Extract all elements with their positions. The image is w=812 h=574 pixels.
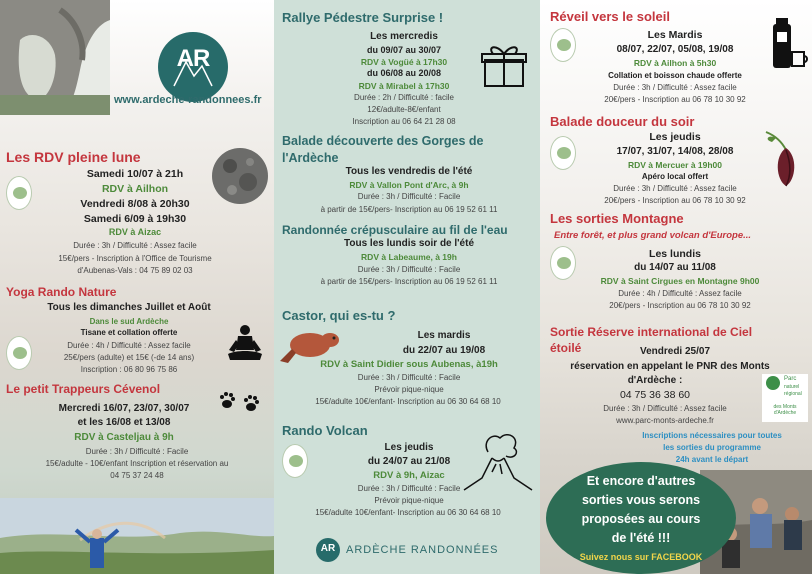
rallye-date: Les mercredis — [370, 31, 438, 42]
middle-panel — [274, 0, 540, 574]
rdv-pleine-lune-date2: Vendredi 8/08 à 20h30 — [80, 198, 190, 210]
douceur-date: Les jeudis — [649, 131, 701, 143]
rallye-place1: RDV à Vogüé à 17h30 — [360, 57, 448, 67]
volcan-date1: Les jeudis — [384, 442, 434, 453]
castor-place: RDV à Saint Didier sous Aubenas, à19h — [320, 359, 498, 370]
gift-box-icon — [479, 40, 529, 90]
ciel-date: Vendredi 25/07 — [639, 346, 711, 357]
footer-logo-text: ARDÈCHE RANDONNÉES — [346, 544, 499, 556]
trappeurs-date1: Mercredi 16/07, 23/07, 30/07 — [58, 403, 190, 414]
montagne-subtitle: Entre forêt, et plus grand volcan d'Europe... — [554, 230, 752, 241]
parc-naturel-badge — [6, 336, 32, 370]
parc-logo-text3: régional — [784, 391, 802, 397]
rdv-pleine-lune-line1: Durée : 3h / Difficulté : Assez facile — [73, 241, 197, 250]
hiker-photo — [0, 498, 274, 574]
parc-naturel-badge — [550, 246, 576, 280]
yoga-place: Dans le sud Ardèche — [89, 317, 169, 326]
inscriptions-line1: Inscriptions nécessaires pour toutes — [642, 431, 782, 440]
soleil-line1: Durée : 3h / Difficulté : Assez facile — [613, 83, 737, 92]
crepusculaire-title: Randonnée crépusculaire au fil de l'eau — [282, 223, 508, 237]
trappeurs-line2: 15€/adulte - 10€/enfant Inscription et réservation au — [45, 459, 229, 468]
crepusculaire-date: Tous les lundis soir de l'été — [344, 238, 474, 249]
ciel-title-line1: Sortie Réserve international de Ciel — [550, 325, 753, 339]
rdv-pleine-lune-date3: Samedi 6/09 à 19h30 — [83, 213, 187, 225]
rallye-range2: du 06/08 au 20/08 — [366, 68, 442, 78]
volcan-date2: du 24/07 au 21/08 — [367, 456, 451, 467]
gorges-line1: Durée : 3h / Difficulté : Facile — [357, 192, 461, 201]
parc-naturel-badge — [282, 444, 308, 478]
rdv-pleine-lune-title: Les RDV pleine lune — [6, 149, 141, 165]
encore-line1: Et encore d'autres — [586, 474, 696, 488]
trappeurs-title: Le petit Trappeurs Cévenol — [6, 382, 161, 396]
montagne-title: Les sorties Montagne — [550, 211, 684, 226]
parc-monts-ardeche-logo — [762, 374, 808, 422]
castor-title: Castor, qui es-tu ? — [282, 308, 396, 323]
castor-line2: Prévoir pique-nique — [374, 385, 444, 394]
trappeurs-line1: Durée : 3h / Difficulté : Facile — [85, 447, 189, 456]
yoga-title: Yoga Rando Nature — [6, 285, 117, 299]
volcano-icon — [462, 428, 534, 494]
website-link[interactable]: www.ardeche-randonnees.fr — [114, 94, 262, 106]
montagne-line1: Durée : 4h / Difficulté : Assez facile — [618, 289, 742, 298]
douceur-title: Balade douceur du soir — [550, 114, 695, 129]
yoga-line2: 25€/pers (adulte) et 15€ (-de 14 ans) — [63, 353, 195, 362]
paw-prints-icon — [218, 390, 264, 414]
parc-logo-text1: Parc — [784, 376, 797, 382]
inscriptions-line2: les sorties du programme — [663, 443, 761, 452]
trappeurs-line3: 04 75 37 24 48 — [110, 471, 164, 480]
right-panel — [540, 0, 812, 574]
volcan-line1: Durée : 3h / Difficulté : Facile — [357, 484, 461, 493]
ciel-line3: Durée : 3h / Difficulté : Assez facile — [603, 404, 727, 413]
encore-line2: sorties vous serons — [581, 493, 701, 507]
facebook-link[interactable]: Suivez nous sur FACEBOOK — [579, 552, 703, 562]
soleil-title: Réveil vers le soleil — [550, 9, 670, 24]
ciel-phone[interactable]: 04 75 36 38 60 — [619, 389, 691, 401]
soleil-place: RDV à Ailhon à 5h30 — [633, 58, 717, 68]
gorges-date: Tous les vendredis de l'été — [345, 166, 473, 177]
gorges-title-line2: l'Ardèche — [282, 151, 339, 165]
soleil-note: Collation et boisson chaude offerte — [608, 71, 742, 80]
soleil-line2: 20€/pers - Inscription au 06 78 10 30 92 — [604, 95, 746, 104]
flower-icon — [762, 126, 808, 192]
castor-line1: Durée : 3h / Difficulté : Facile — [357, 373, 461, 382]
rallye-place2: RDV à Mirabel à 17h30 — [358, 81, 450, 91]
rdv-pleine-lune-date1: Samedi 10/07 à 21h — [86, 168, 184, 180]
castor-line3: 15€/adulte 10€/enfant- Inscription au 06 30 64 68 10 — [315, 397, 501, 406]
rallye-title: Rallye Pédestre Surprise ! — [282, 10, 444, 25]
parc-naturel-badge — [550, 136, 576, 170]
ciel-title-line2: étoilé — [550, 341, 582, 355]
montagne-date1: Les lundis — [649, 248, 701, 260]
soleil-date: Les Mardis — [647, 29, 703, 41]
encore-line4: de l'été !!! — [611, 531, 671, 545]
parc-naturel-badge — [550, 28, 576, 62]
gorges-title-line1: Balade découverte des Gorges de — [282, 134, 484, 148]
gorges-line2: à partir de 15€/pers- Inscription au 06 19 52 61 11 — [320, 205, 498, 214]
rallye-line3: Inscription au 06 64 21 28 08 — [352, 117, 456, 126]
trappeurs-date2: et les 16/08 et 13/08 — [77, 417, 171, 428]
ciel-line2: d'Ardèche : — [627, 375, 683, 386]
footer-logo-letters: AR — [320, 543, 336, 554]
rallye-line2: 12€/adulte-8€/enfant — [367, 105, 441, 114]
rdv-pleine-lune-line3: d'Aubenas-Vals : 04 75 89 02 03 — [77, 266, 193, 275]
ciel-line1: réservation en appelant le PNR des Monts — [570, 361, 770, 372]
volcan-line3: 15€/adulte 10€/enfant- Inscription au 06 30 64 68 10 — [315, 508, 501, 517]
thermos-mug-icon — [768, 14, 808, 74]
rock-arch-photo — [0, 0, 110, 115]
montagne-line2: 20€/pers - Inscription au 06 78 10 30 92 — [609, 301, 751, 310]
ar-logo-letters: AR — [176, 45, 210, 72]
rdv-pleine-lune-line2: 15€/pers - Inscription à l'Office de Tourisme — [58, 254, 212, 263]
douceur-place: RDV à Mercuer à 19h00 — [627, 160, 723, 170]
douceur-line2: 20€/pers - Inscription au 06 78 10 30 92 — [604, 196, 746, 205]
douceur-note: Apéro local offert — [641, 172, 709, 181]
volcan-title: Rando Volcan — [282, 423, 368, 438]
volcan-place: RDV à 9h, Aizac — [373, 470, 445, 481]
castor-date2: du 22/07 au 19/08 — [402, 345, 486, 356]
montagne-date2: du 14/07 au 11/08 — [634, 262, 716, 273]
crepusculaire-place: RDV à Labeaume, à 19h — [361, 252, 457, 262]
douceur-line1: Durée : 3h / Difficulté : Assez facile — [613, 184, 737, 193]
gorges-place: RDV à Vallon Pont d'Arc, à 9h — [349, 180, 469, 190]
rallye-line1: Durée : 2h / Difficulté : facile — [354, 93, 454, 102]
encore-line3: proposées au cours — [581, 512, 701, 526]
left-panel — [0, 0, 274, 574]
trappeurs-place: RDV à Casteljau à 9h — [74, 432, 174, 443]
yoga-meditation-icon — [226, 324, 264, 364]
yoga-line3: Inscription : 06 80 96 75 86 — [80, 365, 178, 374]
parc-logo-text4: des Monts d'Ardèche — [773, 404, 797, 416]
yoga-date: Tous les dimanches Juillet et Août — [47, 302, 211, 313]
castor-date1: Les mardis — [417, 330, 471, 341]
parc-naturel-badge — [6, 176, 32, 210]
parc-logo-text2: naturel — [784, 384, 800, 390]
volcan-line2: Prévoir pique-nique — [374, 496, 444, 505]
soleil-dates: 08/07, 22/07, 05/08, 19/08 — [616, 44, 734, 55]
rallye-range1: du 09/07 au 30/07 — [366, 45, 442, 55]
crepusculaire-line2: à partir de 15€/pers- Inscription au 06 19 52 61 11 — [320, 277, 498, 286]
inscriptions-line3: 24h avant le départ — [675, 455, 749, 464]
rdv-pleine-lune-place2: RDV à Aizac — [108, 227, 162, 237]
yoga-note: Tisane et collation offerte — [80, 328, 178, 337]
montagne-place: RDV à Saint Cirgues en Montagne 9h00 — [600, 276, 760, 286]
rdv-pleine-lune-place1: RDV à Ailhon — [101, 183, 169, 195]
crepusculaire-line1: Durée : 3h / Difficulté : Facile — [357, 265, 461, 274]
ciel-website[interactable]: www.parc-monts-ardeche.fr — [616, 416, 714, 425]
yoga-line1: Durée : 4h / Difficulté : Assez facile — [67, 341, 191, 350]
douceur-dates: 17/07, 31/07, 14/08, 28/08 — [616, 146, 734, 157]
